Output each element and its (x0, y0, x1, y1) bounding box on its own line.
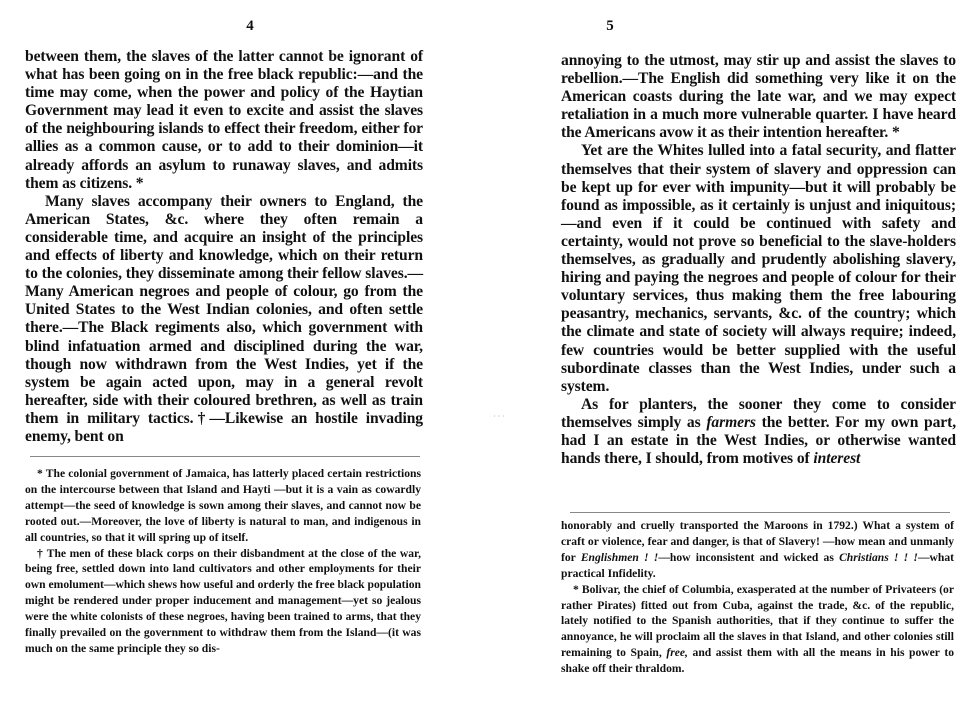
emphasis: Christians ! ! ! (839, 550, 918, 564)
right-page (490, 0, 980, 707)
text-run: —how inconsistent and wicked as (658, 550, 840, 564)
gutter-mark: · · · (493, 412, 505, 421)
footnote-divider (30, 456, 420, 457)
text-run: —what practical Infidelity. (561, 550, 955, 580)
footnote-divider (570, 512, 950, 513)
paragraph: Many slaves accompany their owners to England, the American States, &c. where they often remain a considerable time, and acquire an insight of the principles and effects of liberty and knowledge, which on their return to the colonies, they disseminate among their fellow slaves.—Many American negroes and people of colour, go from the United States to the West Indian colonies, and often settle there.—The Black regiments also, which government with blind infatuation armed and disciplined during the war, though now withdrawn from the West Indies, yet if the system be again acted upon, may in a general revolt hereafter, side with their coloured brethren, as well as train them in military tactics.†—Likewise an hostile invading enemy, bent on (25, 192, 423, 445)
footnote (561, 518, 954, 582)
paragraph (561, 396, 956, 468)
text-run: honorably and cruelly transported the Maroons in 1792.) What a system of craft or violence, fear and danger, is that of Slavery! —how mean and unmanly for (561, 519, 954, 564)
paragraph: between them, the slaves of the latter cannot be ignorant of what has been going on in the free black republic:—and the time may come, when the power and policy of the Haytian Government may lead it even to excite and assist the slaves of the neighbouring islands to effect their freedom, either for allies as a common cause, or to add to their dominion—it already affords an asylum to runaway slaves, and admits them as citizens. * (25, 48, 423, 192)
footnotes (25, 466, 421, 657)
text-run: the better. For my own part, had I an estate in the West Indies, or otherwise wanted hands there, I should, from motives of (561, 413, 957, 468)
footnote: † The men of these black corps on their disbandment at the close of the war, being free, settled down into land cultivators and other employments for their own emolument—which shews how useful and orderly the free black population might be rendered under proper inducement and management—yet so jealous were the white colonists of these negroes, having been trained to arms, that they finally prevailed on the government to withdraw them from the Island—(it was much on the same principle they so dis- (25, 546, 421, 655)
emphasis: Englishmen ! ! (580, 550, 659, 564)
emphasis: farmers (706, 413, 756, 431)
page-number: 4 (246, 18, 254, 34)
text-run: As for planters, the sooner they come to consider themselves simply as (561, 395, 956, 431)
paragraph: annoying to the utmost, may stir up and assist the slaves to rebellion.—The English did something very like it on the American coasts during the late war, and we may expect retaliation in a much more vulnerable quarter. I have heard the Americans avow it as their intention hereafter. * (561, 52, 956, 142)
page-number: 5 (606, 18, 614, 34)
footnote (561, 582, 954, 677)
main-text (25, 48, 423, 446)
text-run: * Bolivar, the chief of Columbia, exasperated at the number of Privateers (or rather Pirates) fitted out from Cuba, against the trade, &c. of the republic, lately notified to the Spanish authorities, that if they continue to suffer the annoyance, he will proclaim all the slaves in that Island, and other colonies still remaining to Spain, (561, 582, 954, 660)
footnotes (561, 518, 954, 677)
text-run: and assist them with all the means in his power to shake off their thraldom. (561, 646, 954, 676)
main-text (561, 52, 956, 468)
emphasis: interest (813, 450, 861, 468)
footnote: * The colonial government of Jamaica, has latterly placed certain restrictions on the intercourse between that Island and Hayti —but it is a vain as cowardly attempt—the seed of knowledge is sown among their slaves, and cannot now be rooted out.—Moreover, the love of liberty is natural to man, and indigenous in all countries, so that it will spring up of itself. (25, 467, 421, 544)
emphasis: free, (666, 646, 688, 660)
paragraph: Yet are the Whites lulled into a fatal security, and flatter themselves that their system of slavery and oppression can be kept up for ever with impunity—but it will probably be found as impossible, as it certainly is unjust and iniquitous;—and even if it could be continued with safety and certainty, would not prove so beneficial to the slave-holders themselves, as gradually and prudently abolishing slavery, hiring and paying the negroes and people of colour for their voluntary services, thus making them the free labouring peasantry, mechanics, servants, &c. of the country; which the climate and state of society will always require; indeed, few countries would be better supplied with the useful subordinate classes than the West Indies, under such a system. (561, 142, 956, 395)
